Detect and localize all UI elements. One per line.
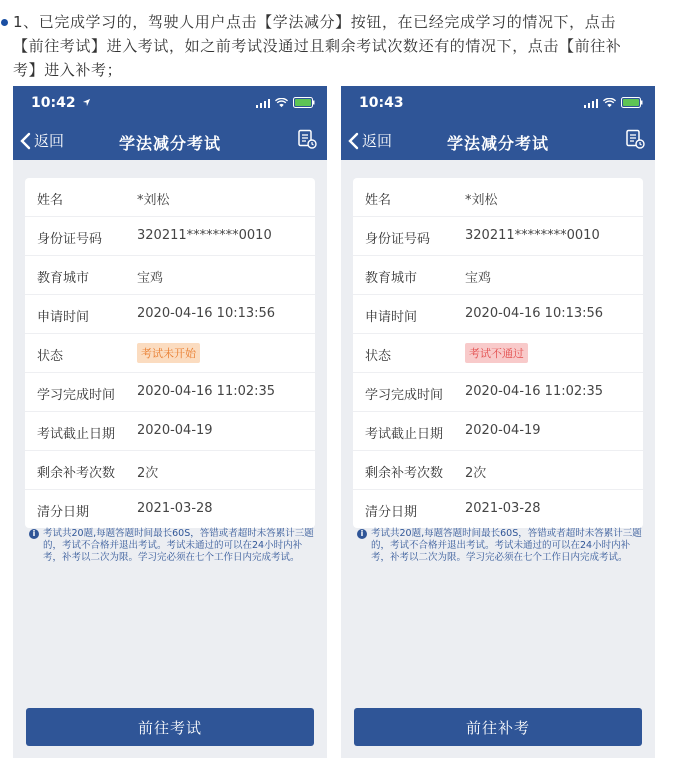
- time-text: 10:42: [31, 95, 76, 111]
- row-value: 2020-04-19: [137, 423, 213, 438]
- info-row-name: [25, 178, 315, 217]
- row-label: 学习完成时间: [365, 388, 444, 403]
- intro-paragraph: [0, 10, 665, 82]
- row-value: 2020-04-16 10:13:56: [465, 306, 604, 321]
- info-icon: i: [357, 529, 367, 539]
- row-label: 教育城市: [37, 271, 90, 286]
- row-label: 申请时间: [37, 310, 90, 325]
- intro-line-1: 1、已完成学习的，驾驶人用户点击【学法减分】按钮，在已经完成学习的情况下，点击: [13, 13, 616, 31]
- status-time: [31, 95, 91, 111]
- status-badge: 考试不通过: [465, 343, 528, 363]
- info-row-study-complete: [353, 373, 643, 412]
- info-row-retakes: [25, 451, 315, 490]
- location-arrow-icon: [82, 98, 91, 107]
- notice-text: 考试共20题,每题答题时间最长60S，答错或者超时未答累计三题的，考试不合格并退出考试。考试未通过的可以在24小时内补考，补考以二次为限。学习完必须在七个工作日内完成考试。: [371, 528, 642, 563]
- info-icon: i: [29, 529, 39, 539]
- info-card: [25, 178, 315, 528]
- info-row-city: [353, 256, 643, 295]
- info-row-clear-date: [353, 490, 643, 528]
- row-label: 姓名: [365, 193, 392, 208]
- row-label: 状态: [37, 349, 64, 364]
- row-value: 2020-04-19: [465, 423, 541, 438]
- row-value: 宝鸡: [465, 271, 492, 286]
- top-bar: [13, 86, 327, 160]
- row-value: 2次: [465, 466, 487, 481]
- status-bar: [341, 86, 655, 122]
- row-label: 考试截止日期: [365, 427, 444, 442]
- signal-icon: [584, 98, 599, 108]
- row-label: 清分日期: [365, 505, 418, 520]
- row-value: 2021-03-28: [137, 501, 213, 516]
- row-label: 剩余补考次数: [365, 466, 444, 481]
- nav-bar: [341, 122, 655, 160]
- go-retake-button[interactable]: 前往补考: [354, 708, 642, 746]
- info-row-status: [353, 334, 643, 373]
- phone-screen-exam: [13, 86, 327, 758]
- info-row-deadline: [353, 412, 643, 451]
- row-value: *刘松: [137, 193, 170, 208]
- info-row-deadline: [25, 412, 315, 451]
- status-bar: [13, 86, 327, 122]
- row-label: 身份证号码: [365, 232, 431, 247]
- row-value: *刘松: [465, 193, 498, 208]
- info-row-city: [25, 256, 315, 295]
- row-label: 清分日期: [37, 505, 90, 520]
- signal-icon: [256, 98, 271, 108]
- info-row-study-complete: [25, 373, 315, 412]
- row-label: 申请时间: [365, 310, 418, 325]
- back-label: 返回: [34, 132, 65, 150]
- row-label: 教育城市: [365, 271, 418, 286]
- wifi-icon: [603, 98, 616, 108]
- info-row-id-number: [353, 217, 643, 256]
- nav-bar: [13, 122, 327, 160]
- page-title: 学法减分考试: [446, 134, 549, 153]
- info-row-apply-time: [353, 295, 643, 334]
- exam-record-icon[interactable]: [625, 129, 645, 153]
- exam-notice: [357, 528, 647, 564]
- battery-icon: [293, 97, 315, 108]
- status-time: 10:43: [359, 95, 404, 111]
- row-value: 宝鸡: [137, 271, 164, 286]
- row-value: 320211********0010: [465, 228, 600, 243]
- exam-record-icon[interactable]: [297, 129, 317, 153]
- row-label: 考试截止日期: [37, 427, 116, 442]
- row-value: 320211********0010: [137, 228, 272, 243]
- info-row-name: [353, 178, 643, 217]
- top-bar: [341, 86, 655, 160]
- row-label: 剩余补考次数: [37, 466, 116, 481]
- row-label: 姓名: [37, 193, 64, 208]
- back-label: 返回: [362, 132, 393, 150]
- notice-text: 考试共20题,每题答题时间最长60S，答错或者超时未答累计三题的，考试不合格并退出考试。考试未通过的可以在24小时内补考，补考以二次为限。学习完必须在七个工作日内完成考试。: [43, 528, 314, 563]
- intro-line-3: 考】进入补考；: [13, 61, 123, 79]
- intro-line-2: 【前往考试】进入考试，如之前考试没通过且剩余考试次数还有的情况下，点击【前往补: [13, 37, 622, 55]
- row-label: 状态: [365, 349, 392, 364]
- row-value: 2020-04-16 10:13:56: [137, 306, 276, 321]
- exam-notice: [29, 528, 319, 564]
- info-row-status: [25, 334, 315, 373]
- battery-icon: [621, 97, 643, 108]
- row-value: 2020-04-16 11:02:35: [465, 384, 604, 399]
- row-label: 身份证号码: [37, 232, 103, 247]
- status-icons: [256, 97, 316, 108]
- page-title: 学法减分考试: [118, 134, 221, 153]
- info-row-apply-time: [25, 295, 315, 334]
- info-row-clear-date: [25, 490, 315, 528]
- go-exam-button[interactable]: 前往考试: [26, 708, 314, 746]
- phone-screen-retake: [341, 86, 655, 758]
- row-value: 2次: [137, 466, 159, 481]
- status-badge: 考试未开始: [137, 343, 200, 363]
- info-row-id-number: [25, 217, 315, 256]
- wifi-icon: [275, 98, 288, 108]
- row-value: 2021-03-28: [465, 501, 541, 516]
- info-card: [353, 178, 643, 528]
- row-value: 2020-04-16 11:02:35: [137, 384, 276, 399]
- bullet-icon: [1, 19, 8, 26]
- status-icons: [584, 97, 644, 108]
- info-row-retakes: [353, 451, 643, 490]
- row-label: 学习完成时间: [37, 388, 116, 403]
